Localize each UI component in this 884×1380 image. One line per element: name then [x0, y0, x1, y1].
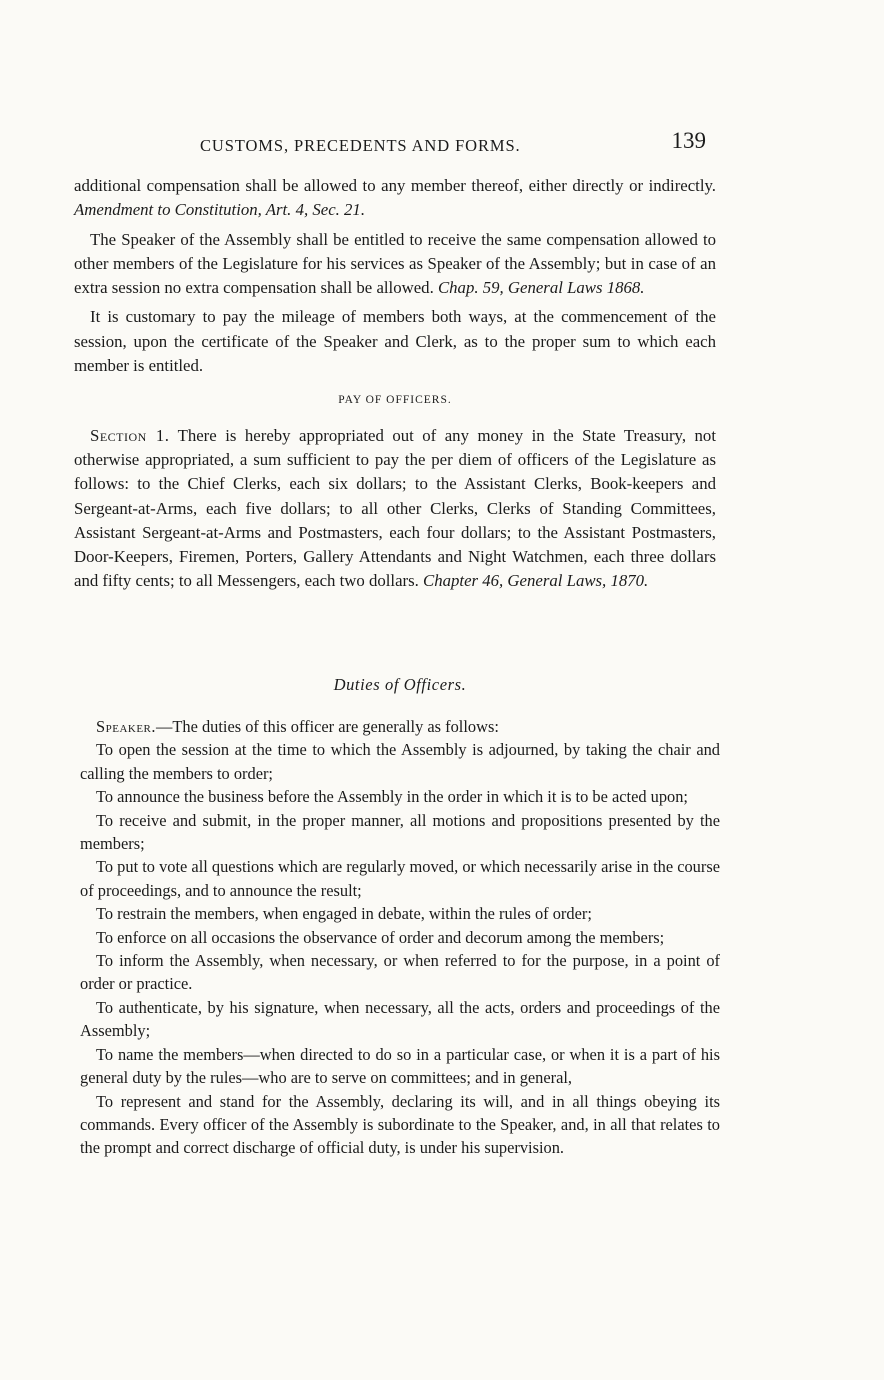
main-text: [74, 174, 716, 599]
section-heading-pay: PAY OF OFFICERS.: [338, 394, 452, 407]
citation: Chapter 46, General Laws, 1870.: [423, 571, 649, 591]
duties-section: [80, 675, 720, 1160]
duty-item: To name the members—when directed to do so in a particular case, or when it is a part of his general duty by the rules—who are to serve on committees; and in general,: [80, 1044, 720, 1088]
duty-item: To enforce on all occasions the observance of order and decorum among the members;: [96, 927, 665, 947]
duty-item: To receive and submit, in the proper manner, all motions and propositions presented by the members;: [80, 810, 720, 854]
running-title: CUSTOMS, PRECEDENTS AND FORMS.: [200, 136, 521, 155]
duty-item: To represent and stand for the Assembly, declaring its will, and in all things obeying its commands. Every officer of the Assembly is subordinate to the Speaker, and, in all that relates to the prompt and correct discharge of official duty, is under his supervision.: [80, 1091, 720, 1158]
paragraph-mileage: It is customary to pay the mileage of members both ways, at the commencement of the session, upon the certificate of the Speaker and Clerk, as to the proper sum to which each member is entitled.: [74, 307, 716, 376]
duty-item: To open the session at the time to which the Assembly is adjourned, by taking the chair and calling the members to order;: [80, 740, 720, 783]
page-header: [200, 128, 710, 164]
duty-item: To announce the business before the Assembly in the order in which it is to be acted upon;: [96, 787, 688, 807]
duty-item: To authenticate, by his signature, when necessary, all the acts, orders and proceedings of the Assembly;: [80, 997, 720, 1041]
paragraph-compensation: additional compensation shall be allowed to any member thereof, either directly or indirectly. Amendment to Constitution, Art. 4, Sec. 21.: [74, 176, 716, 220]
duties-heading: Duties of Officers.: [333, 675, 467, 694]
paragraph-speaker-compensation: The Speaker of the Assembly shall be entitled to receive the same compensation allowed to other members of the Legislature for his services as Speaker of the Assembly; but in case of an extra session no extra compensation shall be allowed. Chap. 59, General Laws 1868.: [74, 229, 716, 298]
speaker-intro: Speaker.—The duties of this officer are generally as follows:: [96, 717, 499, 736]
duty-item: To inform the Assembly, when necessary, or when referred to for the purpose, in a point of order or practice.: [80, 951, 720, 994]
duty-item: To put to vote all questions which are regularly moved, or which necessarily arise in the course of proceedings, and to announce the result;: [80, 857, 720, 900]
section-label: Section 1.: [90, 425, 170, 445]
duty-item: To restrain the members, when engaged in debate, within the rules of order;: [96, 904, 592, 924]
citation: Chap. 59, General Laws 1868.: [437, 278, 645, 298]
page-number: 139: [671, 128, 706, 153]
paragraph-pay-of-officers: Section 1. There is hereby appropriated out of any money in the State Treasury, not otherwise appropriated, a sum sufficient to pay the per diem of officers of the Legislature as follows: to the Chief Clerks, each six dollars; to the Assistant Clerks, Book-keepers and Sergeant-at-Arms, each five dollars; to all other Clerks, Clerks of Standing Committees, Assistant Sergeant-at-Arms and Postmasters, each four dollars; to the Assistant Postmasters, Door-Keepers, Firemen, Porters, Gallery Attendants and Night Watchmen, each three dollars and fifty cents; to all Messengers, each two dollars. Chapter 46, General Laws, 1870.: [74, 425, 716, 591]
citation: Amendment to Constitution, Art. 4, Sec. 21.: [74, 200, 366, 220]
speaker-label: Speaker.: [96, 717, 156, 736]
